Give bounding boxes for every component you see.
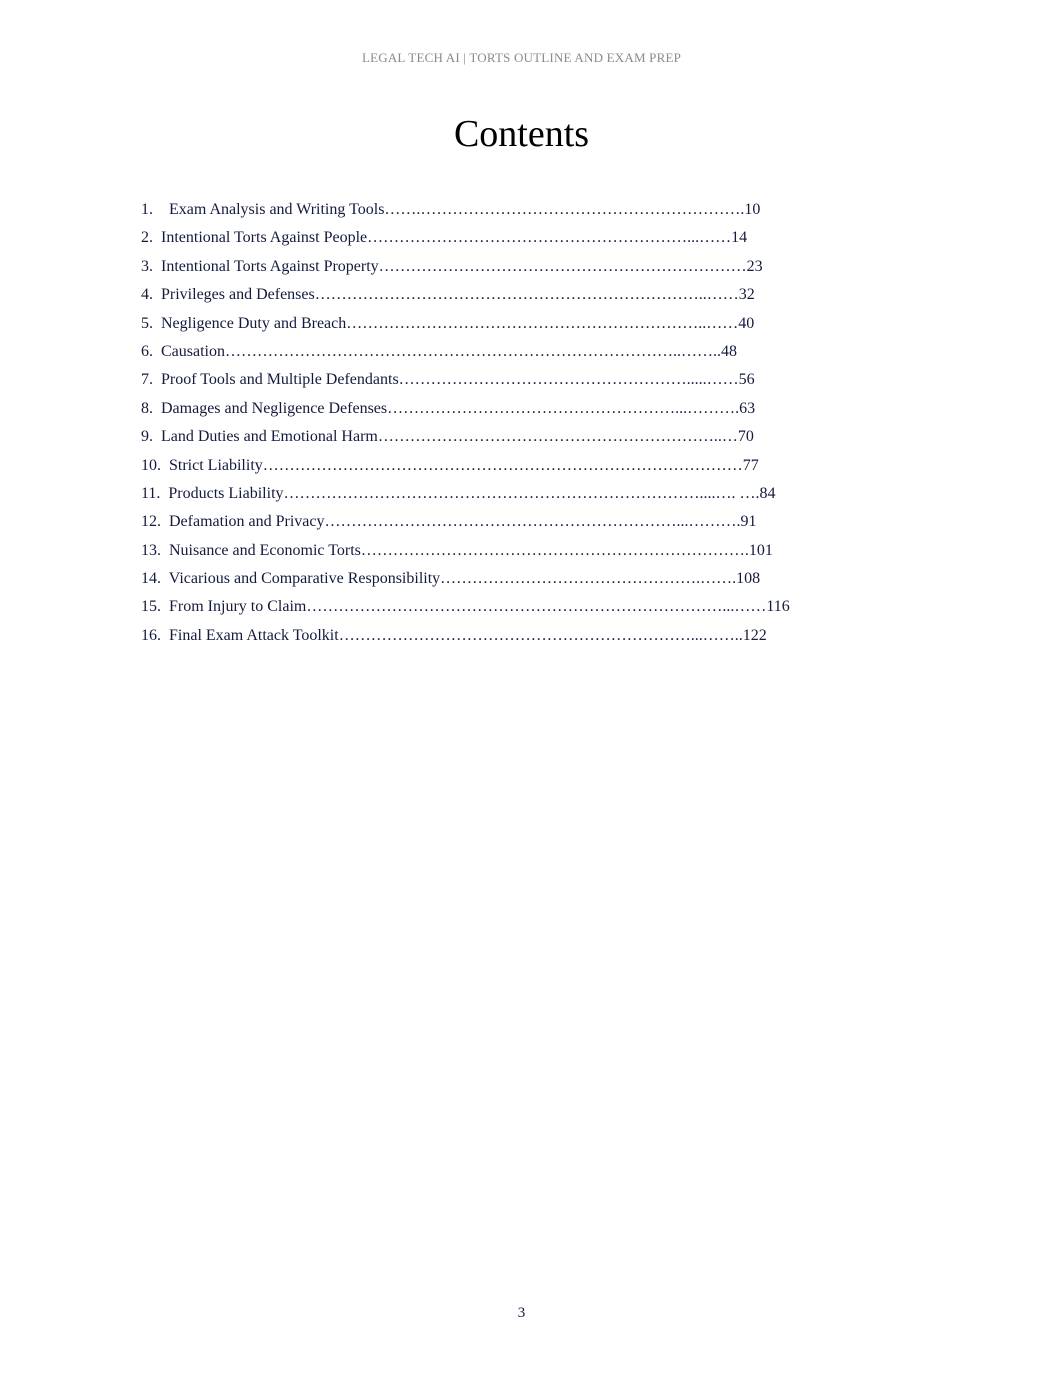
toc-entry-page: 116 bbox=[766, 598, 790, 616]
toc-entry-leader: …………………………………………………………………………..…….. bbox=[225, 342, 721, 360]
toc-entry-title: Damages and Negligence Defenses bbox=[161, 399, 388, 417]
toc-entry-title: Defamation and Privacy bbox=[169, 513, 325, 531]
toc-entry-page: 40 bbox=[738, 314, 755, 332]
toc-entry-page: 63 bbox=[739, 399, 756, 417]
toc-entry-title: Final Exam Attack Toolkit bbox=[169, 626, 339, 644]
toc-entry-title: From Injury to Claim bbox=[169, 598, 307, 616]
toc-entry-page: 91 bbox=[740, 513, 757, 531]
toc-entry-leader: ………………………………………………………..… bbox=[377, 428, 738, 446]
toc-entry-title: Strict Liability bbox=[169, 456, 263, 474]
toc-entry-title: Land Duties and Emotional Harm bbox=[161, 428, 378, 446]
toc-entry-page: 23 bbox=[746, 257, 763, 275]
toc-entry-page: 10 bbox=[744, 201, 761, 218]
toc-entry-number: 12. bbox=[141, 513, 161, 531]
toc-entry-leader: …………………………………………………………...…….. bbox=[338, 626, 743, 644]
toc-entry[interactable] bbox=[141, 508, 861, 536]
toc-entry-page: 108 bbox=[736, 570, 761, 588]
toc-entry[interactable] bbox=[141, 480, 861, 508]
toc-entry-number: 2. bbox=[141, 229, 153, 247]
toc-entry-page: 77 bbox=[742, 456, 759, 474]
toc-entry-leader: ……………………………………………………………………………… bbox=[262, 456, 743, 474]
table-of-contents bbox=[141, 196, 861, 650]
toc-entry-page: 14 bbox=[731, 229, 748, 247]
toc-entry-leader: ……………………………………………………...…… bbox=[367, 229, 732, 247]
toc-entry-page: 32 bbox=[738, 286, 755, 304]
toc-entry-page: 56 bbox=[738, 371, 755, 389]
toc-entry-leader: …….……………………………………………………. bbox=[384, 201, 745, 218]
toc-entry-page: 70 bbox=[737, 428, 754, 446]
toc-entry-page: 48 bbox=[721, 342, 737, 360]
toc-entry-number: 13. bbox=[141, 541, 161, 559]
toc-entry-title: Proof Tools and Multiple Defendants bbox=[161, 371, 399, 389]
toc-entry[interactable] bbox=[141, 366, 861, 394]
toc-entry[interactable] bbox=[141, 281, 861, 309]
toc-entry-number: 16. bbox=[141, 626, 161, 644]
toc-entry-title: Privileges and Defenses bbox=[161, 286, 315, 304]
toc-entry-number: 4. bbox=[141, 286, 153, 304]
toc-entry-number: 8. bbox=[141, 399, 153, 417]
toc-entry-title: Vicarious and Comparative Responsibility bbox=[168, 570, 441, 588]
toc-entry-number: 3. bbox=[141, 257, 153, 275]
toc-entry-title: Exam Analysis and Writing Tools bbox=[169, 201, 385, 218]
toc-entry-leader: ……………………………………………………………………...…… bbox=[306, 598, 767, 616]
toc-entry-leader: ……………………………………………….....…… bbox=[398, 371, 739, 389]
toc-entry-leader: …………………………………………………………...………. bbox=[324, 513, 741, 531]
toc-entry-leader: …………………………………………………………..…… bbox=[346, 314, 739, 332]
toc-entry-number: 5. bbox=[141, 314, 153, 332]
running-header: LEGAL TECH AI | TORTS OUTLINE AND EXAM PREP bbox=[361, 50, 682, 65]
toc-entry[interactable] bbox=[141, 593, 861, 621]
toc-entry[interactable] bbox=[141, 423, 861, 451]
toc-entry-number: 11. bbox=[141, 484, 161, 502]
toc-entry[interactable] bbox=[141, 310, 861, 338]
toc-entry-title: Products Liability bbox=[168, 484, 284, 502]
toc-entry-page: 84 bbox=[759, 484, 776, 502]
toc-entry[interactable] bbox=[141, 565, 861, 593]
toc-entry[interactable] bbox=[141, 253, 861, 281]
toc-entry-number: 14. bbox=[141, 570, 161, 588]
toc-entry-page: 122 bbox=[742, 626, 767, 644]
toc-entry-leader: ……………………………………………………………………....…. …. bbox=[283, 484, 760, 502]
toc-entry-number: 7. bbox=[141, 371, 153, 389]
toc-entry[interactable] bbox=[141, 338, 861, 366]
toc-entry[interactable] bbox=[141, 537, 861, 565]
toc-title: Contents bbox=[453, 113, 590, 155]
toc-entry-title: Causation bbox=[161, 342, 225, 360]
toc-entry[interactable] bbox=[141, 622, 861, 650]
toc-entry-number: 6. bbox=[141, 342, 153, 360]
toc-entry-title: Intentional Torts Against People bbox=[161, 229, 368, 247]
toc-entry[interactable] bbox=[141, 452, 861, 480]
toc-entry-leader: ………………………………………………………………..…… bbox=[314, 286, 739, 304]
toc-entry-title: Negligence Duty and Breach bbox=[161, 314, 347, 332]
toc-entry-number: 10. bbox=[141, 456, 161, 474]
toc-entry-leader: ………………………………………………………………. bbox=[360, 541, 749, 559]
toc-entry-leader: ………………………………………………...………. bbox=[387, 399, 740, 417]
toc-entry-leader: ………………………………………….……. bbox=[440, 570, 737, 588]
toc-entry[interactable] bbox=[141, 395, 861, 423]
toc-entry-page: 101 bbox=[748, 541, 773, 559]
toc-entry-number: 1. bbox=[141, 201, 153, 218]
toc-entry[interactable] bbox=[141, 196, 861, 224]
toc-entry-title: Nuisance and Economic Torts bbox=[169, 541, 361, 559]
page-number: 3 bbox=[517, 1305, 526, 1321]
toc-entry[interactable] bbox=[141, 224, 861, 252]
toc-entry-title: Intentional Torts Against Property bbox=[161, 257, 379, 275]
toc-entry-number: 15. bbox=[141, 598, 161, 616]
toc-entry-leader: …………………………………………………………… bbox=[378, 257, 747, 275]
toc-entry-number: 9. bbox=[141, 428, 153, 446]
